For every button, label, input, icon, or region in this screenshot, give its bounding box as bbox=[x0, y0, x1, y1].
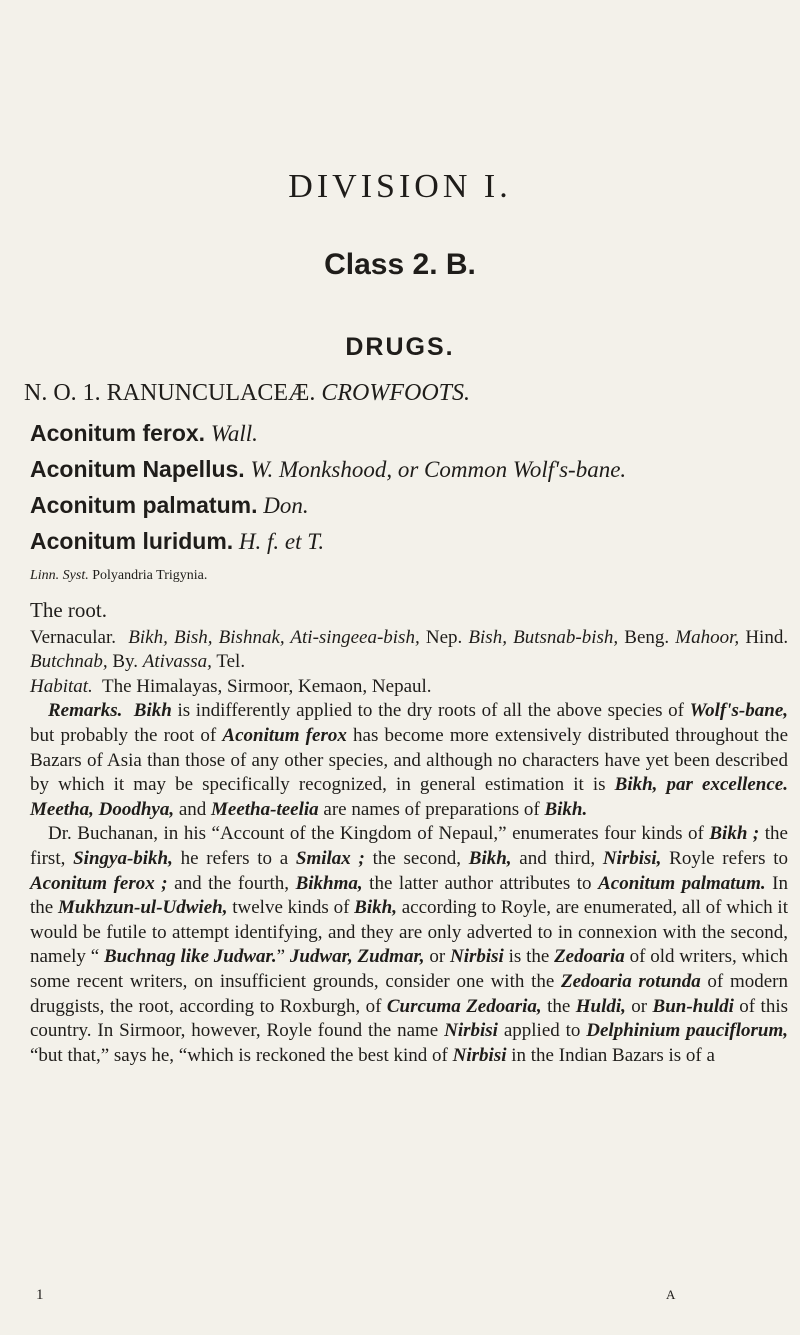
text-run: and third, bbox=[511, 847, 603, 869]
text-run: or bbox=[424, 946, 450, 968]
text-run: of modern druggists, the root, according to Roxburgh, of bbox=[30, 970, 788, 1017]
text-run: Dr. Buchanan, in his “Account of the Kingdom of Nepaul,” enumerates four kinds of bbox=[48, 823, 710, 845]
text-run: or bbox=[625, 995, 653, 1017]
page-number: 1 bbox=[36, 1287, 44, 1303]
class-heading: Class 2. B. bbox=[324, 248, 476, 281]
remarks-paragraph bbox=[30, 699, 788, 822]
species-line bbox=[30, 528, 324, 555]
text-run: Royle refers to bbox=[661, 847, 789, 869]
drug-name: Singya-bikh, bbox=[73, 847, 173, 869]
linnaean-label: Linn. Syst. bbox=[30, 568, 89, 583]
vernacular-label: Vernacular. bbox=[30, 626, 116, 648]
drug-name: Judwar, Zudmar, bbox=[289, 946, 425, 968]
remarks-label: Remarks. bbox=[48, 700, 123, 722]
text-run: is the bbox=[503, 946, 555, 968]
species-authority: W. Monkshood, or Common Wolf's-bane. bbox=[250, 457, 627, 482]
habitat-text: The Himalayas, Sirmoor, Kemaon, Nepaul. bbox=[101, 675, 432, 697]
drug-name: Zedoaria bbox=[554, 946, 625, 968]
species-name: Aconitum luridum. bbox=[30, 528, 234, 554]
species-authority: H. f. et T. bbox=[238, 529, 325, 554]
order-common-name: CROWFOOTS. bbox=[321, 380, 471, 406]
species-authority: Wall. bbox=[210, 421, 258, 446]
drug-name: Meetha, Doodhya, bbox=[30, 798, 175, 820]
vernacular-names: Butchnab, bbox=[30, 651, 108, 673]
species-authority: Don. bbox=[263, 493, 309, 518]
vernacular-names: Bish, Butsnab-bish, bbox=[468, 626, 619, 648]
drug-name: Bikh, bbox=[468, 847, 512, 869]
drug-name: Bikh ; bbox=[709, 823, 760, 845]
drug-name: Bikhma, bbox=[295, 872, 363, 894]
drug-name: Bikh, bbox=[354, 897, 397, 919]
drug-name: Nirbisi bbox=[449, 946, 504, 968]
language-label: Tel. bbox=[216, 651, 246, 673]
order-name: RANUNCULACEÆ. bbox=[106, 380, 316, 406]
text-run: twelve kinds of bbox=[227, 897, 355, 919]
linnaean-classification bbox=[30, 568, 207, 584]
vernacular-names: Mahoor, bbox=[675, 626, 740, 648]
drug-name: Nirbisi bbox=[444, 1020, 498, 1042]
text-run: is indifferently applied to the dry roots of all the above species of bbox=[171, 700, 690, 722]
drug-name: Bikh, par excellence. bbox=[614, 774, 788, 796]
text-run: of this country. In Sirmoor, however, Royle found the name bbox=[30, 995, 788, 1042]
text-run: the latter author attributes to bbox=[362, 872, 599, 894]
text-run: and bbox=[174, 798, 212, 820]
drug-name: Bun-huldi bbox=[652, 995, 734, 1017]
vernacular-paragraph bbox=[30, 626, 788, 675]
language-label: By. bbox=[112, 651, 139, 673]
drug-name: Huldi, bbox=[575, 995, 626, 1017]
section-heading: DRUGS. bbox=[345, 333, 455, 361]
text-run: according to Royle, are enumerated, all of which it would be futile to attempt identifying, and they are only adverted to in connexion with the second, namely “ bbox=[30, 897, 788, 968]
drug-name: Buchnag like Judwar. bbox=[103, 946, 277, 968]
text-run: applied to bbox=[497, 1020, 587, 1042]
text-run: but probably the root of bbox=[30, 724, 223, 746]
habitat-label: Habitat. bbox=[30, 675, 93, 697]
species-name: Aconitum ferox. bbox=[30, 420, 206, 446]
signature-mark: A bbox=[666, 1287, 676, 1302]
division-heading: DIVISION I. bbox=[288, 168, 512, 205]
text-run: and the fourth, bbox=[167, 872, 296, 894]
language-label: Nep. bbox=[425, 626, 463, 648]
drug-name: Curcuma Zedoaria, bbox=[386, 995, 542, 1017]
drug-name: Nirbisi bbox=[452, 1044, 507, 1066]
drug-name: Smilax ; bbox=[295, 847, 365, 869]
text-run: of old writers, which some recent writers, on insufficient grounds, consider one with the bbox=[30, 946, 788, 992]
drug-name: Zedoaria rotunda bbox=[560, 970, 701, 992]
order-number: N. O. 1. bbox=[24, 380, 101, 406]
drug-name: Mukhzun-ul-Udwieh, bbox=[57, 897, 228, 919]
drug-name: Bikh bbox=[133, 700, 172, 722]
text-run: ” bbox=[276, 946, 290, 968]
text-run: the bbox=[541, 995, 576, 1017]
order-heading bbox=[24, 380, 470, 407]
drug-name: Meetha-teelia bbox=[211, 798, 319, 820]
text-run: the first, bbox=[30, 823, 788, 869]
drug-name: Nirbisi, bbox=[602, 847, 662, 869]
species-name: Aconitum Napellus. bbox=[30, 456, 245, 482]
species-line bbox=[30, 420, 258, 447]
habitat-paragraph bbox=[30, 675, 788, 700]
language-label: Hind. bbox=[745, 626, 789, 648]
text-run: has become more extensively distributed throughout the Bazars of Asia than those of any other species, and although no characters have yet been described by which it may be specifically recognized, in general estimation it is bbox=[30, 724, 789, 796]
text-body bbox=[30, 598, 788, 1068]
drug-name: Delphinium pauciflorum, bbox=[586, 1020, 788, 1042]
vernacular-names: Bikh, Bish, Bishnak, Ati-singeea-bish, bbox=[128, 626, 420, 648]
drug-name: Aconitum ferox ; bbox=[30, 872, 168, 894]
text-run: he refers to a bbox=[172, 847, 296, 869]
species-line bbox=[30, 456, 626, 483]
species-line bbox=[30, 492, 309, 519]
buchanan-paragraph bbox=[30, 822, 788, 1068]
drug-name: Bikh. bbox=[544, 798, 588, 820]
text-run: are names of preparations of bbox=[318, 798, 545, 820]
drug-name: Aconitum palmatum. bbox=[598, 872, 766, 894]
species-name: Aconitum palmatum. bbox=[30, 492, 258, 518]
text-run: the second, bbox=[364, 847, 469, 869]
part-used: The root. bbox=[30, 598, 107, 622]
text-run: in the Indian Bazars is of a bbox=[506, 1044, 715, 1066]
vernacular-names: Ativassa, bbox=[142, 651, 212, 673]
text-run: In the bbox=[30, 872, 788, 919]
linnaean-value: Polyandria Trigynia. bbox=[92, 568, 208, 583]
text-run: “but that,” says he, “which is reckoned the best kind of bbox=[30, 1044, 453, 1066]
drug-name: Wolf's-bane, bbox=[689, 700, 789, 722]
drug-name: Aconitum ferox bbox=[222, 724, 347, 746]
language-label: Beng. bbox=[624, 626, 670, 648]
